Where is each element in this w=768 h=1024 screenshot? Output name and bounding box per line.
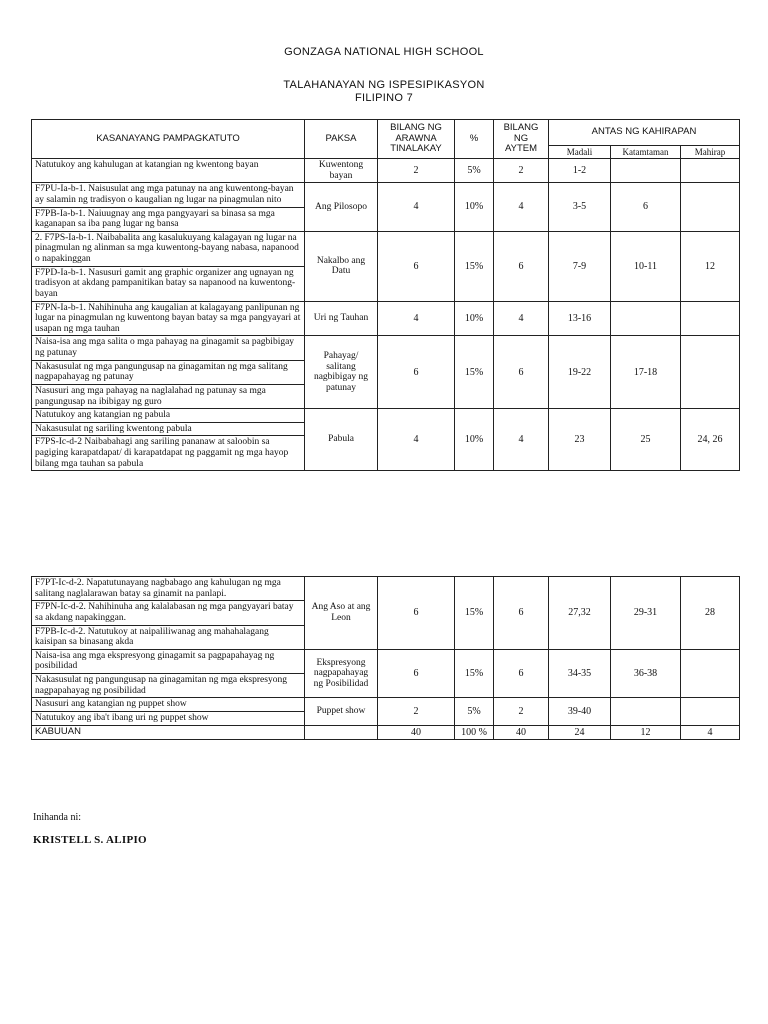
header-competency: KASANAYANG PAMPAGKATUTO bbox=[32, 120, 305, 159]
topic-cell: Kuwentong bayan bbox=[305, 159, 378, 183]
table-row bbox=[32, 159, 740, 183]
topic-cell: Pahayag/ salitang nagbibigay ng patunay bbox=[305, 336, 378, 409]
items-cell: 6 bbox=[494, 231, 549, 301]
prepared-by-label: Inihanda ni: bbox=[33, 812, 82, 823]
difficult-items-cell bbox=[681, 301, 740, 336]
competency-cell: Natutukoy ang katangian ng pabula bbox=[32, 409, 305, 423]
competency-cell: Nakasusulat ng pangungusap na ginagamitan ng mga ekspresyong nagpapahayag ng posibilidad bbox=[32, 674, 305, 698]
average-items-cell: 6 bbox=[611, 183, 681, 232]
preparer-name: KRISTELL S. ALIPIO bbox=[33, 834, 147, 846]
header-difficulty: ANTAS NG KAHIRAPAN bbox=[549, 120, 740, 146]
easy-items-cell: 39-40 bbox=[549, 698, 611, 725]
percent-cell: 5% bbox=[455, 159, 494, 183]
table-row bbox=[32, 231, 740, 266]
table-row bbox=[32, 183, 740, 207]
days-cell: 6 bbox=[378, 336, 455, 409]
header-average: Katamtaman bbox=[611, 146, 681, 159]
percent-cell: 5% bbox=[455, 698, 494, 725]
header-percent: % bbox=[455, 120, 494, 159]
easy-items-cell: 19-22 bbox=[549, 336, 611, 409]
competency-cell: Natutukoy ang kahulugan at katangian ng kwentong bayan bbox=[32, 159, 305, 183]
average-items-cell: 17-18 bbox=[611, 336, 681, 409]
easy-items-cell: 1-2 bbox=[549, 159, 611, 183]
table-row bbox=[32, 577, 740, 601]
school-name: GONZAGA NATIONAL HIGH SCHOOL bbox=[284, 46, 484, 58]
days-cell: 4 bbox=[378, 301, 455, 336]
average-items-cell bbox=[611, 698, 681, 725]
easy-items-cell: 13-16 bbox=[549, 301, 611, 336]
days-cell: 2 bbox=[378, 159, 455, 183]
total-items: 40 bbox=[494, 725, 549, 739]
topic-cell: Nakalbo ang Datu bbox=[305, 231, 378, 301]
difficult-items-cell: 24, 26 bbox=[681, 409, 740, 471]
competency-cell: F7PS-Ic-d-2 Naibabahagi ang sariling pananaw at saloobin sa pagiging karapatdapat/ di karapatdapat ng paggamit ng mga hayop bilang mga tauhan sa pabula bbox=[32, 436, 305, 471]
items-cell: 6 bbox=[494, 336, 549, 409]
total-topic-cell bbox=[305, 725, 378, 739]
difficult-items-cell bbox=[681, 336, 740, 409]
document-title: TALAHANAYAN NG ISPESIPIKASYON bbox=[283, 79, 485, 91]
table-row bbox=[32, 301, 740, 336]
header-days: BILANG NG ARAWNA TINALAKAY bbox=[378, 120, 455, 159]
competency-cell: Nakasusulat ng sariling kwentong pabula bbox=[32, 422, 305, 436]
competency-cell: Natutukoy ang iba't ibang uri ng puppet show bbox=[32, 711, 305, 725]
average-items-cell: 10-11 bbox=[611, 231, 681, 301]
topic-cell: Ang Pilosopo bbox=[305, 183, 378, 232]
difficult-items-cell bbox=[681, 183, 740, 232]
percent-cell: 15% bbox=[455, 649, 494, 698]
average-items-cell: 25 bbox=[611, 409, 681, 471]
competency-cell: Naisa-isa ang mga ekspresyong ginagamit sa pagpapahayag ng posibilidad bbox=[32, 649, 305, 673]
topic-cell: Pabula bbox=[305, 409, 378, 471]
days-cell: 4 bbox=[378, 409, 455, 471]
difficult-items-cell: 12 bbox=[681, 231, 740, 301]
competency-cell: F7PD-Ia-b-1. Nasusuri gamit ang graphic organizer ang ugnayan ng tradisyon at akdang pampanitikan batay sa napanood na kuwentong-bayan bbox=[32, 266, 305, 301]
items-cell: 2 bbox=[494, 159, 549, 183]
subject-title: FILIPINO 7 bbox=[354, 92, 414, 104]
total-average: 12 bbox=[611, 725, 681, 739]
easy-items-cell: 23 bbox=[549, 409, 611, 471]
difficult-items-cell bbox=[681, 159, 740, 183]
percent-cell: 15% bbox=[455, 577, 494, 650]
percent-cell: 15% bbox=[455, 231, 494, 301]
header-easy: Madali bbox=[549, 146, 611, 159]
table-row bbox=[32, 649, 740, 673]
competency-cell: F7PU-Ia-b-1. Naisusulat ang mga patunay na ang kuwentong-bayan ay salamin ng tradisyon o kaugalian ng lugar na pinagmulan nito bbox=[32, 183, 305, 207]
tos-table-2 bbox=[31, 576, 740, 740]
competency-cell: 2. F7PS-Ia-b-1. Naibabalita ang kasalukuyang kalagayan ng lugar na pinagmulan ng alinman sa mga kuwentong-bayang nabasa, napanood o napakinggan bbox=[32, 231, 305, 266]
competency-cell: Naisa-isa ang mga salita o mga pahayag na ginagamit sa pagbibigay ng patunay bbox=[32, 336, 305, 360]
easy-items-cell: 27,32 bbox=[549, 577, 611, 650]
topic-cell: Ekspresyong nagpapahayag ng Posibilidad bbox=[305, 649, 378, 698]
days-cell: 2 bbox=[378, 698, 455, 725]
total-percent: 100 % bbox=[455, 725, 494, 739]
total-difficult: 4 bbox=[681, 725, 740, 739]
total-easy: 24 bbox=[549, 725, 611, 739]
percent-cell: 10% bbox=[455, 183, 494, 232]
average-items-cell bbox=[611, 301, 681, 336]
total-days: 40 bbox=[378, 725, 455, 739]
header-difficult: Mahirap bbox=[681, 146, 740, 159]
topic-cell: Puppet show bbox=[305, 698, 378, 725]
days-cell: 4 bbox=[378, 183, 455, 232]
competency-cell: F7PN-Ia-b-1. Nahihinuha ang kaugalian at kalagayang panlipunan ng lugar na pinagmulan ng kuwentong bayan batay sa mga pangyayari at usapan ng mga tauhan bbox=[32, 301, 305, 336]
topic-cell: Ang Aso at ang Leon bbox=[305, 577, 378, 650]
items-cell: 4 bbox=[494, 301, 549, 336]
header-items: BILANG NG AYTEM bbox=[494, 120, 549, 159]
competency-cell: Nasusuri ang mga pahayag na naglalahad ng patunay sa mga pangungusap na ibibigay ng guro bbox=[32, 384, 305, 408]
competency-cell: F7PB-Ia-b-1. Naiuugnay ang mga pangyayari sa binasa sa mga kaganapan sa iba pang lugar ng bansa bbox=[32, 207, 305, 231]
items-cell: 4 bbox=[494, 183, 549, 232]
average-items-cell bbox=[611, 159, 681, 183]
competency-cell: Nakasusulat ng mga pangungusap na ginagamitan ng mga salitang nagpapahayag ng patunay bbox=[32, 360, 305, 384]
items-cell: 6 bbox=[494, 577, 549, 650]
table-row bbox=[32, 409, 740, 423]
competency-cell: Nasusuri ang katangian ng puppet show bbox=[32, 698, 305, 712]
competency-cell: F7PN-Ic-d-2. Nahihinuha ang kalalabasan ng mga pangyayari batay sa akdang napakinggan. bbox=[32, 601, 305, 625]
total-row bbox=[32, 725, 740, 739]
difficult-items-cell: 28 bbox=[681, 577, 740, 650]
days-cell: 6 bbox=[378, 649, 455, 698]
difficult-items-cell bbox=[681, 698, 740, 725]
tos-table-1 bbox=[31, 119, 740, 471]
percent-cell: 10% bbox=[455, 409, 494, 471]
table-row bbox=[32, 336, 740, 360]
easy-items-cell: 34-35 bbox=[549, 649, 611, 698]
average-items-cell: 29-31 bbox=[611, 577, 681, 650]
easy-items-cell: 7-9 bbox=[549, 231, 611, 301]
days-cell: 6 bbox=[378, 231, 455, 301]
competency-cell: F7PB-Ic-d-2. Natutukoy at naipaliliwanag ang mahahalagang kaisipan sa binasang akda bbox=[32, 625, 305, 649]
table-row bbox=[32, 698, 740, 712]
days-cell: 6 bbox=[378, 577, 455, 650]
percent-cell: 10% bbox=[455, 301, 494, 336]
percent-cell: 15% bbox=[455, 336, 494, 409]
topic-cell: Uri ng Tauhan bbox=[305, 301, 378, 336]
items-cell: 2 bbox=[494, 698, 549, 725]
easy-items-cell: 3-5 bbox=[549, 183, 611, 232]
difficult-items-cell bbox=[681, 649, 740, 698]
items-cell: 4 bbox=[494, 409, 549, 471]
competency-cell: F7PT-Ic-d-2. Napatutunayang nagbabago ang kahulugan ng mga salitang naglalarawan batay sa ginamit na panlapi. bbox=[32, 577, 305, 601]
header-topic: PAKSA bbox=[305, 120, 378, 159]
total-label: KABUUAN bbox=[32, 725, 305, 739]
items-cell: 6 bbox=[494, 649, 549, 698]
average-items-cell: 36-38 bbox=[611, 649, 681, 698]
